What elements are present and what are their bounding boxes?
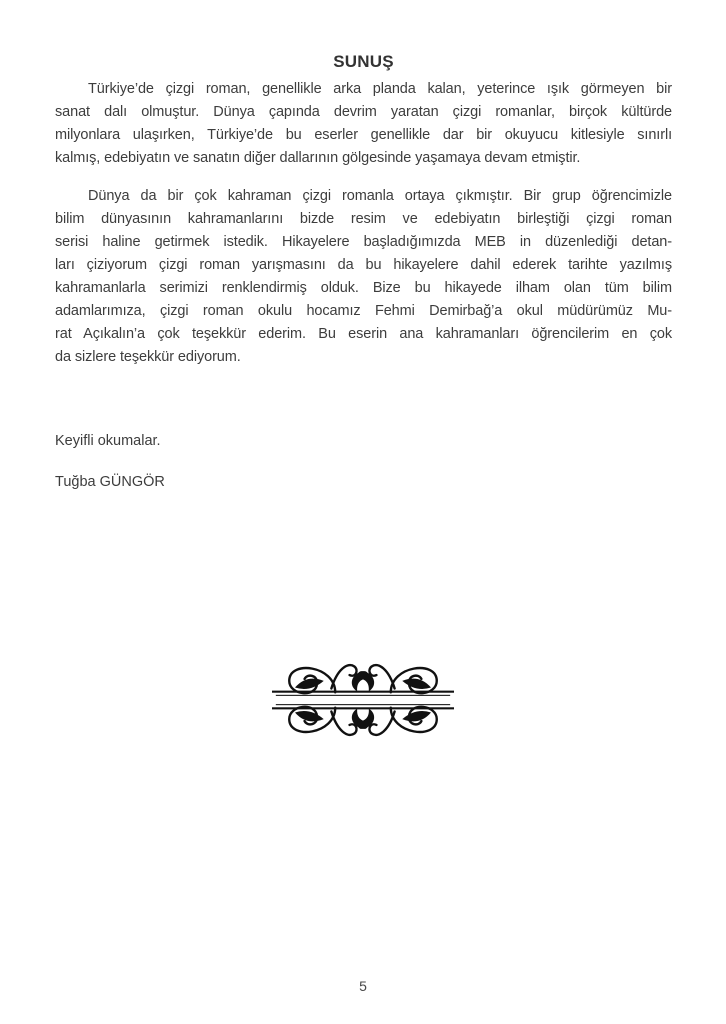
paragraph-2 — [55, 185, 672, 369]
text-line: milyonlara ulaşırken, Türkiye’de bu eserler genellikle dar bir okuyucu kitlesiyle sınırlı — [55, 127, 672, 143]
text-line: serisi haline getirmek istedik. Hikayelere başladığımızda MEB in düzenlediği detan- — [55, 234, 672, 250]
text-line: Dünya da bir çok kahraman çizgi romanla ortaya çıkmıştır. Bir grup öğrencimizle — [88, 188, 672, 204]
text-line: rat Açıkalın’a çok teşekkür ederim. Bu eserin ana kahramanları öğrencilerim en çok — [55, 326, 672, 342]
page-number: 5 — [359, 978, 367, 994]
closing-text: Keyifli okumalar. — [55, 433, 161, 449]
flourish-divider-ornament — [0, 652, 726, 748]
text-line: kahramanlarla serimizi renklendirmiş olduk. Bize bu hikayede ilham olan tüm bilim — [55, 280, 672, 296]
text-line: bilim dünyasının kahramanlarını bizde resim ve edebiyatın birleştiği çizgi roman — [55, 211, 672, 227]
text-line: ları çiziyorum çizgi roman yarışmasını da bu hikayelere dahil ederek tarihte yazılmış — [55, 257, 672, 273]
paragraph-1 — [55, 78, 672, 170]
page-title: SUNUŞ — [333, 52, 394, 71]
text-line: sanat dalı olmuştur. Dünya çapında devrim yaratan çizgi romanlar, birçok kültürde — [55, 104, 672, 120]
flourish-ornament-icon — [272, 652, 454, 748]
author-name: Tuğba GÜNGÖR — [55, 474, 165, 490]
page-content — [0, 0, 726, 494]
text-line: adamlarımıza, çizgi roman okulu hocamız Fehmi Demirbağ’a okul müdürümüz Mu- — [55, 303, 672, 319]
text-line: Türkiye’de çizgi roman, genellikle arka planda kalan, yeterince ışık görmeyen bir — [88, 81, 672, 97]
text-line: da sizlere teşekkür ediyorum. — [55, 349, 241, 365]
text-line: kalmış, edebiyatın ve sanatın diğer dallarının gölgesinde yaşamaya devam etmiştir. — [55, 150, 581, 166]
